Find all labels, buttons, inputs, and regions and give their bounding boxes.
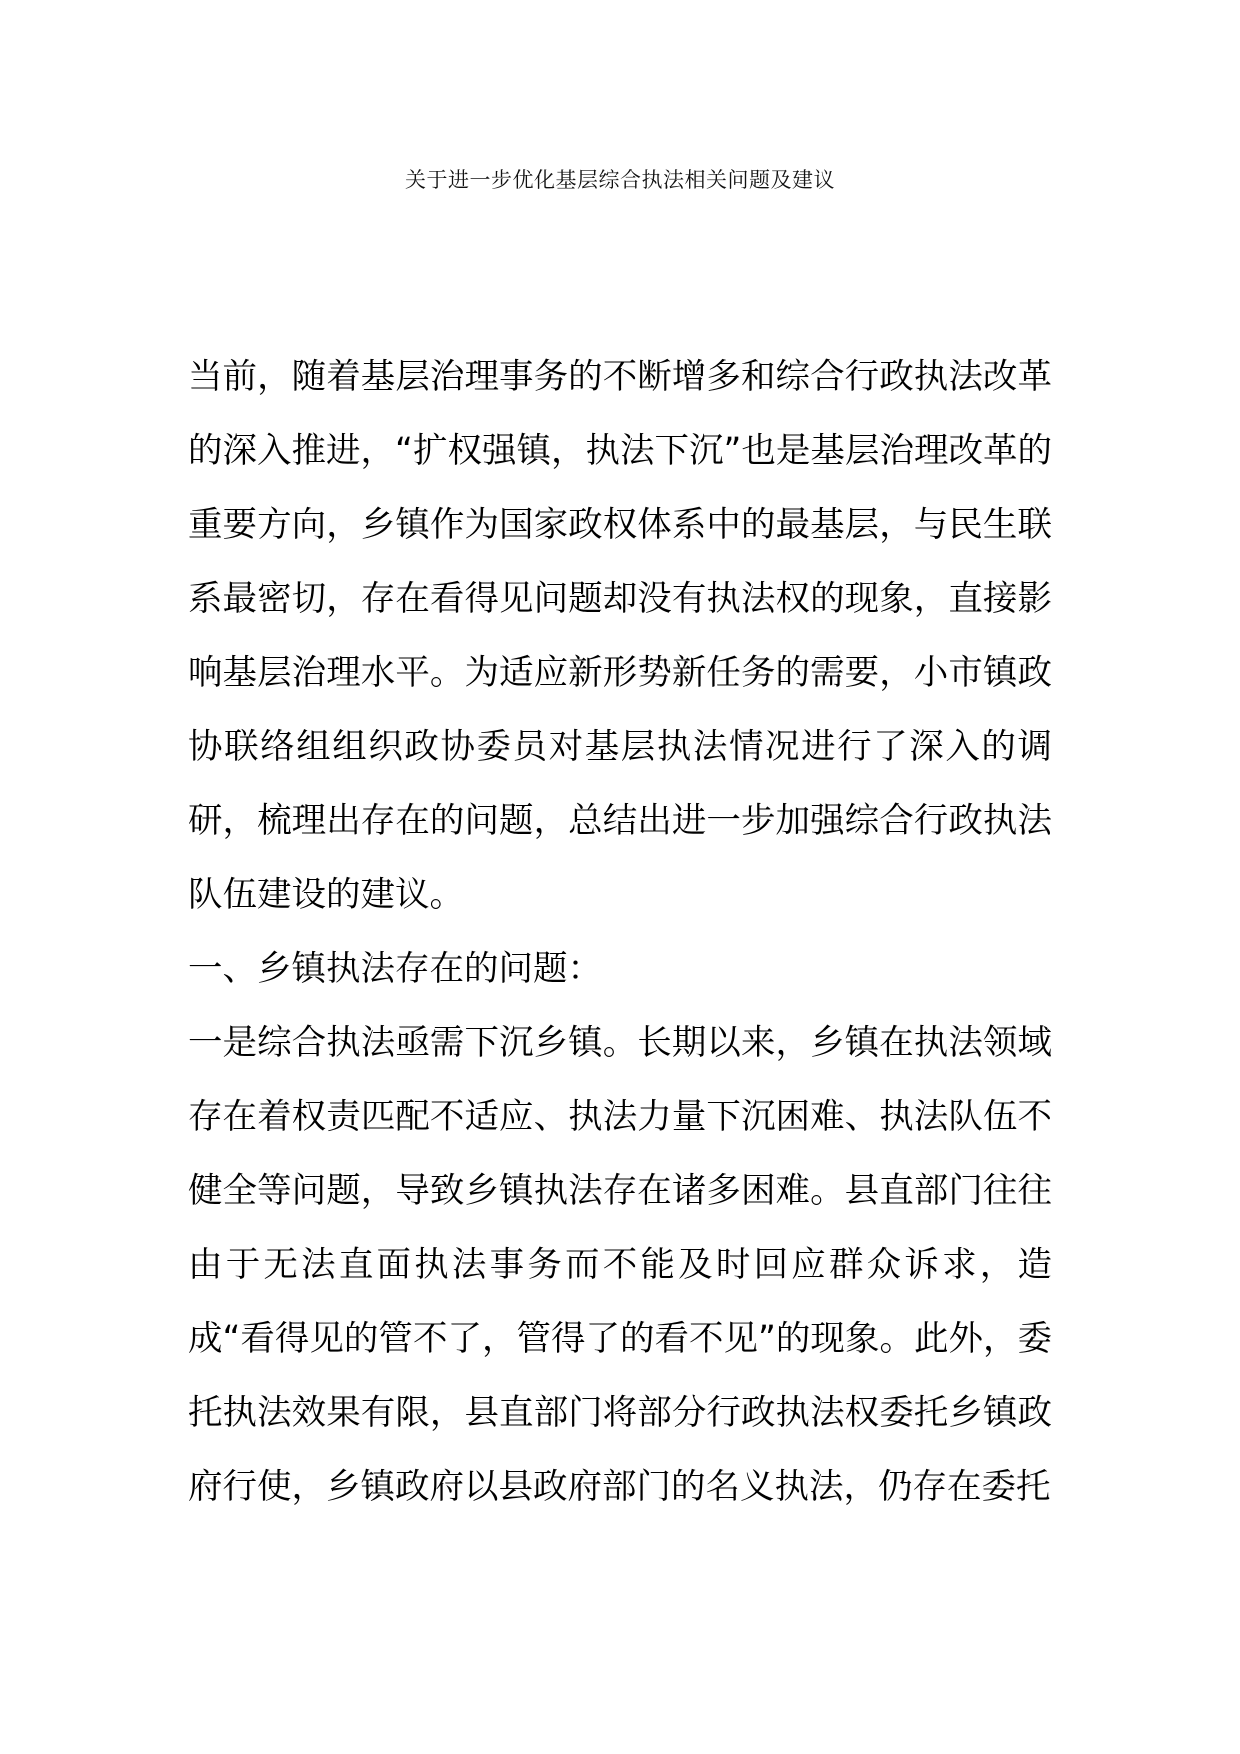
paragraph-intro: 当前，随着基层治理事务的不断增多和综合行政执法改革的深入推进，“扩权强镇，执法下沉”也是基层治理改革的重要方向，乡镇作为国家政权体系中的最基层，与民生联系最密切，存在看得见问题却没有执法权的现象，直接影响基层治理水平。为适应新形势新任务的需要，小市镇政协联络组组织政协委员对基层执法情况进行了深入的调研，梳理出存在的问题，总结出进一步加强综合行政执法队伍建设的建议。	[188, 357, 1052, 915]
section-heading-problems: 一、乡镇执法存在的问题：	[188, 949, 602, 989]
paragraph-point-one: 一是综合执法亟需下沉乡镇。长期以来，乡镇在执法领域存在着权责匹配不适应、执法力量下沉困难、执法队伍不健全等问题，导致乡镇执法存在诸多困难。县直部门往往由于无法直面执法事务而不能及时回应群众诉求，造成“看得见的管不了，管得了的看不见”的现象。此外，委托执法效果有限，县直部门将部分行政执法权委托乡镇政府行使，乡镇政府以县政府部门的名义执法，仍存在委托	[188, 1023, 1052, 1507]
document-title: 关于进一步优化基层综合执法相关问题及建议	[405, 168, 835, 192]
document-body	[188, 340, 1052, 1524]
